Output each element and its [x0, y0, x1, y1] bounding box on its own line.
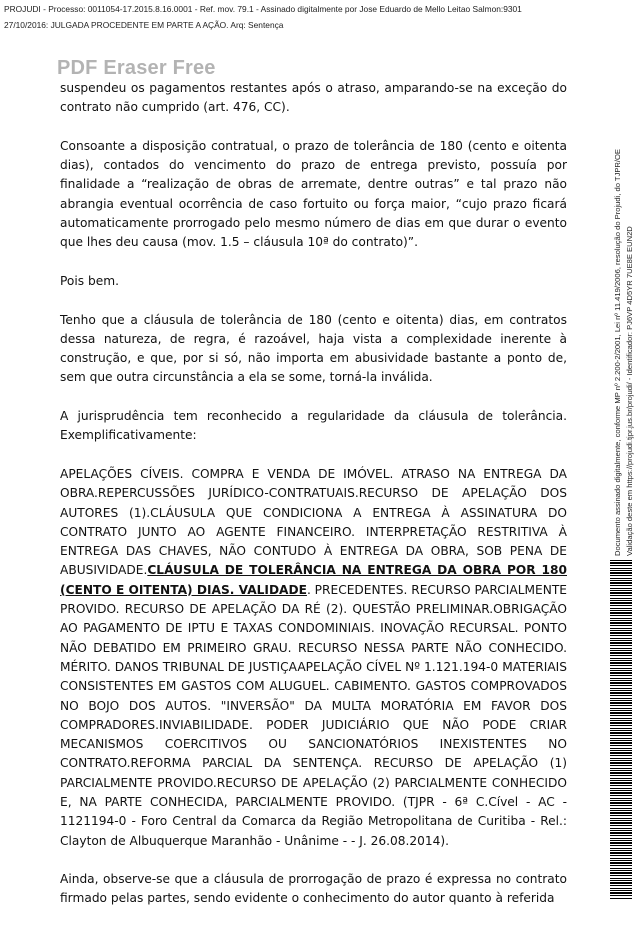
paragraph-6: Ainda, observe-se que a cláusula de prorrogação de prazo é expressa no contrato firmado pelas partes, sendo evidente o conhecimento do autor quanto à referida [60, 872, 567, 906]
watermark: PDF Eraser Free [57, 57, 216, 79]
quote-part-a: APELAÇÕES CÍVEIS. COMPRA E VENDA DE IMÓVEL. ATRASO NA ENTREGA DA OBRA.REPERCUSSÕES JURÍDICO-CONTRATUAIS.RECURSO DE APELAÇÃO DOS AUTORES (1).CLÁUSULA QUE CONDICIONA A ENTREGA À ASSINATURA DO CONTRATO JUNTO AO AGENTE FINANCEIRO. INTERPRETAÇÃO RESTRITIVA À ENTREGA DAS CHAVES, NÃO CONTUDO À ENTREGA DA OBRA, SOB PENA DE ABUSIVIDADE. [60, 466, 567, 578]
paragraph-3: Pois bem. [60, 273, 119, 288]
barcode-icon [610, 560, 632, 900]
header-signature-line: PROJUDI - Processo: 0011054-17.2015.8.16.0001 - Ref. mov. 79.1 - Assinado digitalmente por Jose Eduardo de Mello Leitao Salmon:9301 [4, 4, 522, 14]
jurisprudence-quote [60, 465, 567, 851]
paragraph-5: A jurisprudência tem reconhecido a regularidade da cláusula de tolerância. Exemplificativamente: [60, 409, 567, 443]
document-body [60, 79, 567, 928]
header-judgment-line: 27/10/2016: JULGADA PROCEDENTE EM PARTE A AÇÃO. Arq: Sentença [4, 20, 284, 30]
paragraph-1: suspendeu os pagamentos restantes após o atraso, amparando-se na exceção do contrato não cumprido (art. 476, CC). [60, 81, 567, 115]
paragraph-4: Tenho que a cláusula de tolerância de 180 (cento e oitenta) dias, em contratos dessa natureza, de regra, é razoável, haja vista a complexidade inerente à construção, e que, por si só, não importa em abusividade bastante a ponto de, sem que outra circunstância a ela se some, torná-la inválida. [60, 312, 567, 385]
quote-highlight: CLÁUSULA DE TOLERÂNCIA NA ENTREGA DA OBRA POR 180 (CENTO E OITENTA) DIAS. VALIDADE [60, 563, 567, 597]
paragraph-2: Consoante a disposição contratual, o prazo de tolerância de 180 (cento e oitenta dias), contados do vencimento do prazo de entrega previsto, possuía por finalidade a “realização de obras de arremate, dentre outras” e tal prazo não abrangia eventual ocorrência de caso fortuito ou força maior, “cujo prazo ficará automaticamente prorrogado pelo mesmo número de dias em que durar o evento que lhes deu causa (mov. 1.5 – cláusula 10ª do contrato)”. [60, 138, 567, 250]
side-validation-line-1: Documento assinado digitalmente, conforme MP nº 2.200-2/2001, Lei nº 11.419/2006, resolução do Projudi, do TJPR/OE [613, 149, 622, 556]
quote-part-c: . PRECEDENTES. RECURSO PARCIALMENTE PROVIDO. RECURSO DE APELAÇÃO DA RÉ (2). QUESTÃO PRELIMINAR.OBRIGAÇÃO AO PAGAMENTO DE IPTU E TAXAS CONDOMINIAIS. INOVAÇÃO RECURSAL. PONTO NÃO DEBATIDO EM PRIMEIRO GRAU. RECURSO NESSA PARTE NÃO CONHECIDO. MÉRITO. DANOS TRIBUNAL DE JUSTIÇAAPELAÇÃO CÍVEL Nº 1.121.194-0 MATERIAIS CONSISTENTES EM GASTOS COM ALUGUEL. CABIMENTO. GASTOS COMPROVADOS NO BOJO DOS AUTOS. "INVERSÃO" DA MULTA MORATÓRIA EM FAVOR DOS COMPRADORES.INVIABILIDADE. PODER JUDICIÁRIO QUE NÃO PODE CRIAR MECANISMOS COERCITIVOS OU SANCIONATÓRIOS INEXISTENTES NO CONTRATO.REFORMA PARCIAL DA SENTENÇA. RECURSO DE APELAÇÃO (1) PARCIALMENTE PROVIDO.RECURSO DE APELAÇÃO (2) PARCIALMENTE CONHECIDO E, NA PARTE CONHECIDA, PARCIALMENTE PROVIDO. (TJPR - 6ª C.Cível - AC - 1121194-0 - Foro Central da Comarca da Região Metropolitana de Curitiba - Rel.: Clayton de Albuquerque Maranhão - Unânime - - J. 26.08.2014). [60, 582, 567, 848]
side-validation-line-2: Validação deste em https://projudi.tjpr.jus.br/projudi/ - Identificador: PJ6VP 4D5YR 7UE8E EUN2D [625, 226, 634, 556]
